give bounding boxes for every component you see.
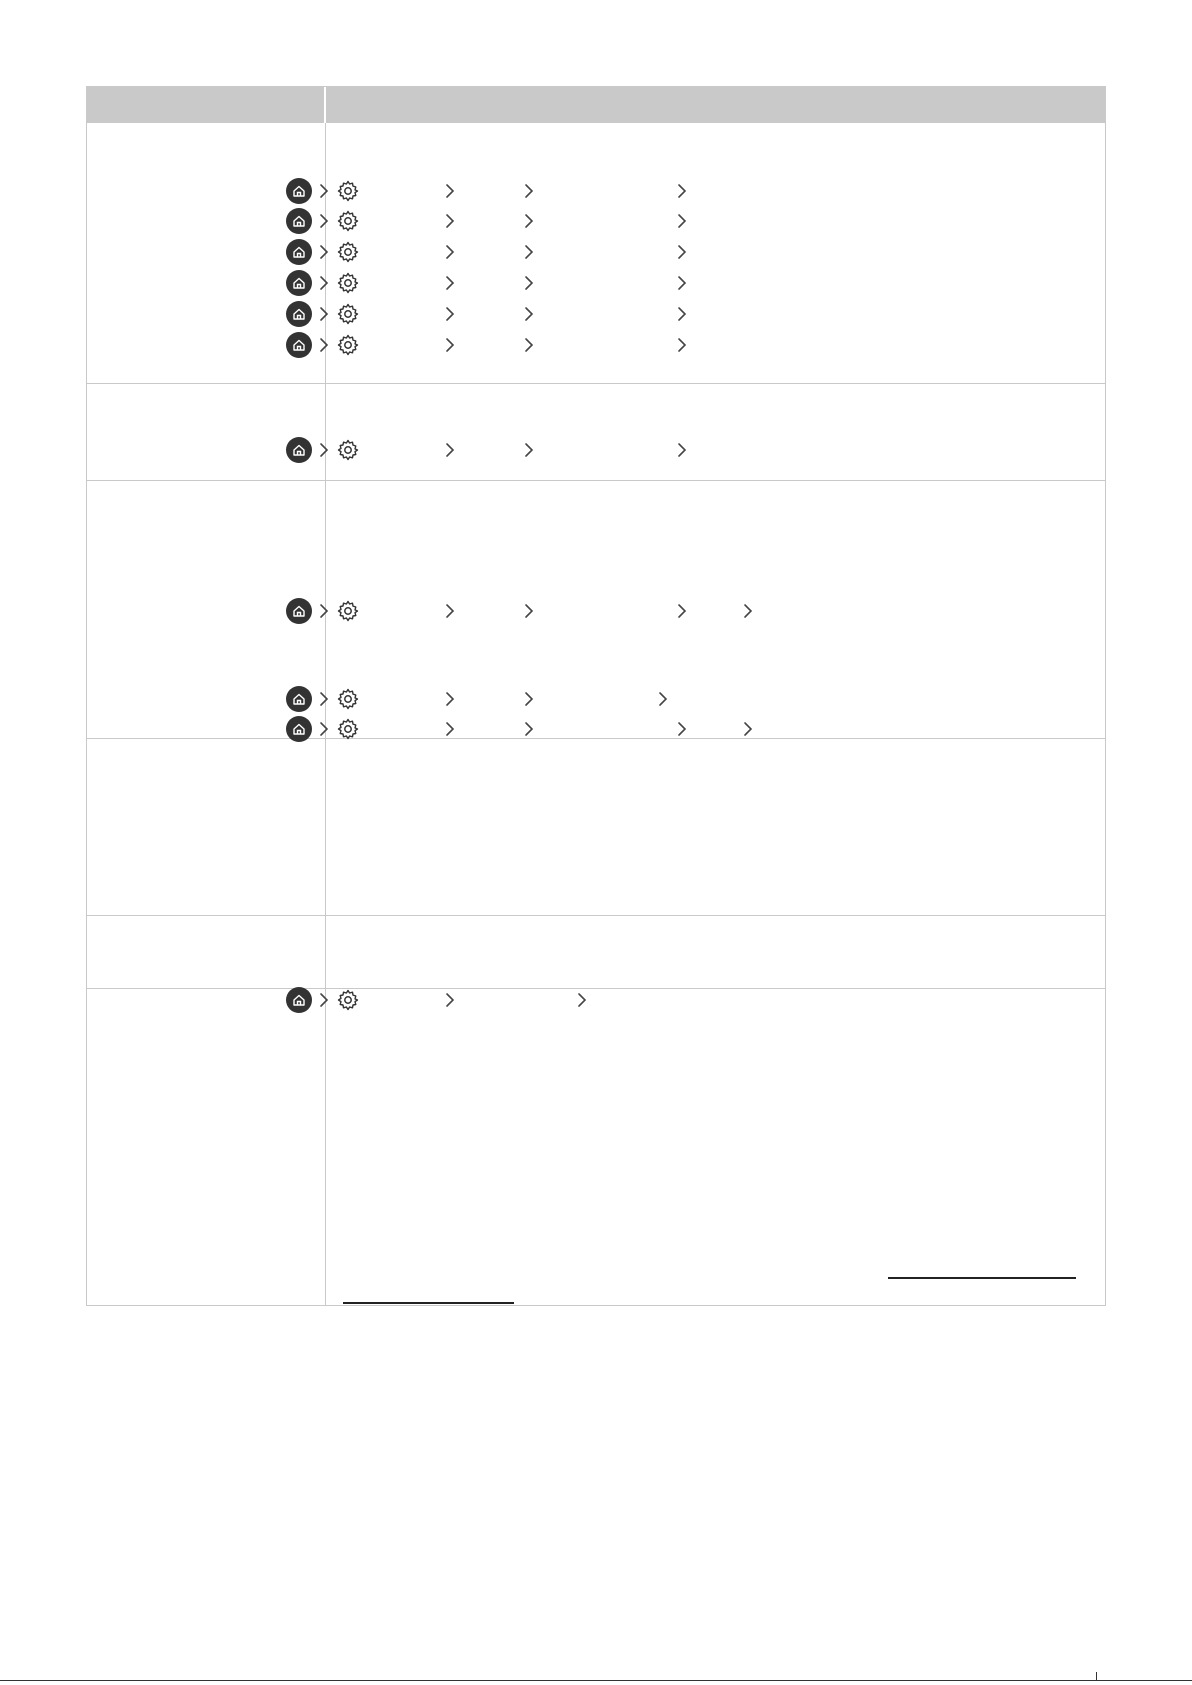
gear-icon: [336, 599, 360, 623]
home-icon: [286, 270, 312, 296]
chevron-right-icon: [318, 211, 330, 231]
chevron-right-icon: [523, 601, 535, 621]
chevron-right-icon: [318, 273, 330, 293]
menu-path: [286, 301, 806, 327]
chevron-right-icon: [523, 719, 535, 739]
chevron-right-icon: [523, 304, 535, 324]
chevron-right-icon: [318, 601, 330, 621]
home-icon: [286, 987, 312, 1013]
menu-path: [286, 239, 806, 265]
page-marker: [1096, 1672, 1097, 1680]
chevron-right-icon: [444, 181, 456, 201]
gear-icon: [336, 687, 360, 711]
chevron-right-icon: [676, 273, 688, 293]
chevron-right-icon: [444, 601, 456, 621]
home-icon: [286, 239, 312, 265]
chevron-right-icon: [444, 211, 456, 231]
chevron-right-icon: [676, 211, 688, 231]
gear-icon: [336, 240, 360, 264]
chevron-right-icon: [444, 335, 456, 355]
link-underline[interactable]: [343, 1302, 514, 1304]
home-icon: [286, 301, 312, 327]
gear-icon: [336, 333, 360, 357]
row-divider: [87, 383, 1105, 384]
chevron-right-icon: [676, 304, 688, 324]
menu-path: [286, 332, 806, 358]
chevron-right-icon: [523, 273, 535, 293]
chevron-right-icon: [318, 181, 330, 201]
menu-path: [286, 437, 806, 463]
chevron-right-icon: [657, 689, 669, 709]
chevron-right-icon: [523, 181, 535, 201]
menu-path: [286, 178, 806, 204]
menu-path: [286, 987, 806, 1013]
chevron-right-icon: [318, 242, 330, 262]
chevron-right-icon: [576, 990, 588, 1010]
link-underline[interactable]: [888, 1277, 1076, 1279]
home-icon: [286, 437, 312, 463]
home-icon: [286, 178, 312, 204]
header-divider: [324, 87, 326, 123]
chevron-right-icon: [444, 990, 456, 1010]
menu-path: [286, 270, 806, 296]
gear-icon: [336, 717, 360, 741]
home-icon: [286, 598, 312, 624]
chevron-right-icon: [742, 719, 754, 739]
home-icon: [286, 332, 312, 358]
menu-path: [286, 716, 806, 742]
gear-icon: [336, 209, 360, 233]
menu-path: [286, 598, 806, 624]
chevron-right-icon: [444, 719, 456, 739]
chevron-right-icon: [523, 689, 535, 709]
row-divider: [87, 480, 1105, 481]
chevron-right-icon: [742, 601, 754, 621]
footer-rule: [0, 1680, 1192, 1681]
chevron-right-icon: [444, 242, 456, 262]
chevron-right-icon: [676, 181, 688, 201]
chevron-right-icon: [318, 689, 330, 709]
chevron-right-icon: [523, 440, 535, 460]
chevron-right-icon: [676, 335, 688, 355]
chevron-right-icon: [444, 689, 456, 709]
home-icon: [286, 686, 312, 712]
menu-path: [286, 686, 806, 712]
home-icon: [286, 208, 312, 234]
chevron-right-icon: [676, 601, 688, 621]
gear-icon: [336, 438, 360, 462]
row-divider: [87, 915, 1105, 916]
chevron-right-icon: [676, 242, 688, 262]
chevron-right-icon: [523, 335, 535, 355]
chevron-right-icon: [318, 990, 330, 1010]
gear-icon: [336, 302, 360, 326]
chevron-right-icon: [523, 242, 535, 262]
home-icon: [286, 716, 312, 742]
chevron-right-icon: [318, 719, 330, 739]
gear-icon: [336, 271, 360, 295]
chevron-right-icon: [676, 440, 688, 460]
gear-icon: [336, 179, 360, 203]
table-header: [87, 87, 1105, 123]
chevron-right-icon: [318, 335, 330, 355]
chevron-right-icon: [444, 440, 456, 460]
chevron-right-icon: [444, 304, 456, 324]
chevron-right-icon: [523, 211, 535, 231]
menu-path: [286, 208, 806, 234]
chevron-right-icon: [318, 304, 330, 324]
chevron-right-icon: [318, 440, 330, 460]
chevron-right-icon: [676, 719, 688, 739]
chevron-right-icon: [444, 273, 456, 293]
gear-icon: [336, 988, 360, 1012]
